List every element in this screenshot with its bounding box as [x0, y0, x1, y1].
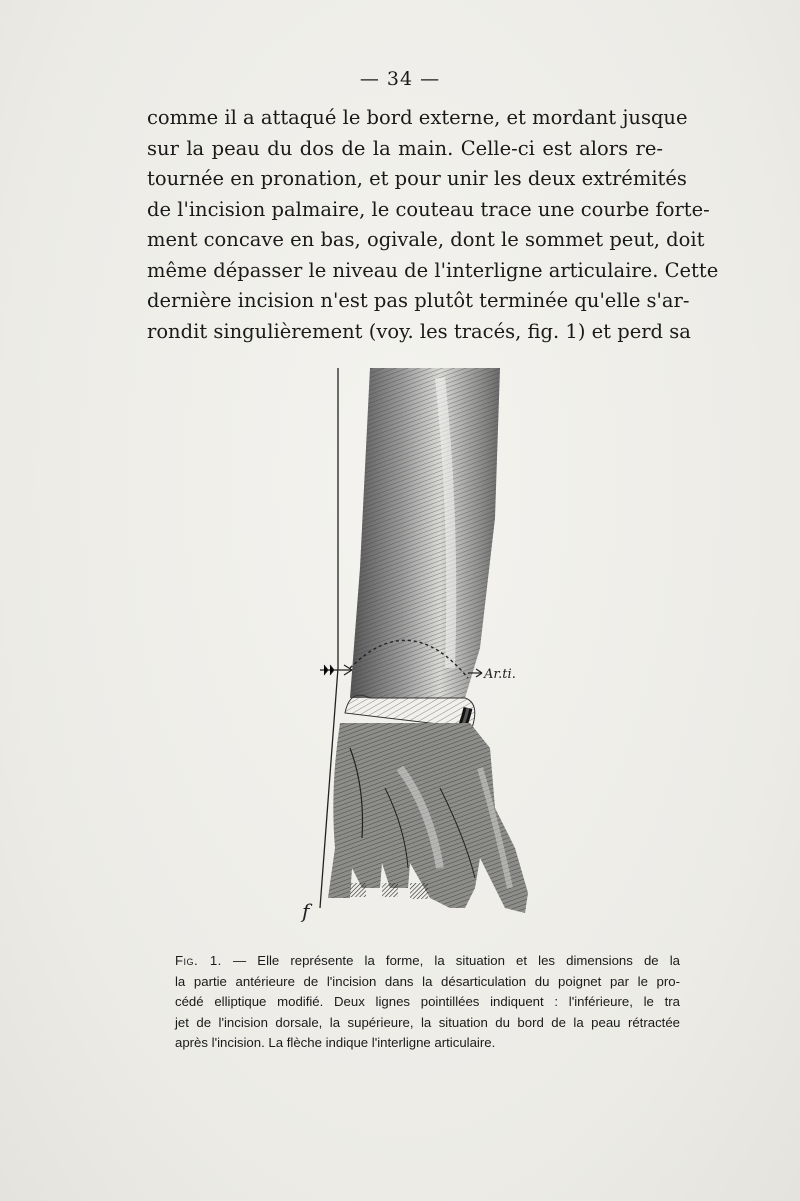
body-line: même dépasser le niveau de l'interligne articulaire. Cette: [147, 258, 719, 282]
body-line: sur la peau du dos de la main. Celle-ci est alors re-: [147, 136, 663, 160]
caption-line-first: [175, 951, 680, 972]
page-number: — 34 —: [359, 68, 441, 90]
caption-fig-label: Fig. 1.: [175, 953, 222, 968]
body-line: de l'incision palmaire, le couteau trace une courbe forte-: [147, 197, 710, 221]
wrist-illustration: [290, 368, 550, 948]
body-line: tournée en pronation, et pour unir les deux extrémités: [147, 167, 687, 190]
body-line: dernière incision n'est pas plutôt terminée qu'elle s'ar-: [147, 289, 690, 312]
body-line: ment concave en bas, ogivale, dont le sommet peut, doit: [147, 228, 705, 251]
figure-wrist-engraving: [290, 368, 550, 948]
caption-line: jet de l'incision dorsale, la supérieure, la situation du bord de la peau rétractée: [175, 1014, 680, 1030]
body-line: comme il a attaqué le bord externe, et mordant jusque: [147, 106, 688, 129]
caption-line: après l'incision. La flèche indique l'interligne articulaire.: [175, 1035, 496, 1050]
body-line: rondit singulièrement (voy. les tracés, fig. 1) et perd sa: [147, 319, 691, 343]
caption-line: la partie antérieure de l'incision dans la désarticulation du poignet par le pro-: [175, 973, 680, 989]
body-text: [147, 103, 719, 347]
caption-line: cédé elliptique modifié. Deux lignes pointillées indiquent : l'inférieure, le tra: [175, 994, 680, 1009]
figure-label-arrow: Ar.ti.: [484, 667, 516, 682]
figure-label-f: f: [302, 899, 310, 923]
caption-line: — Elle représente la forme, la situation et les dimensions de la: [221, 953, 680, 968]
figure-caption: [175, 951, 680, 1054]
